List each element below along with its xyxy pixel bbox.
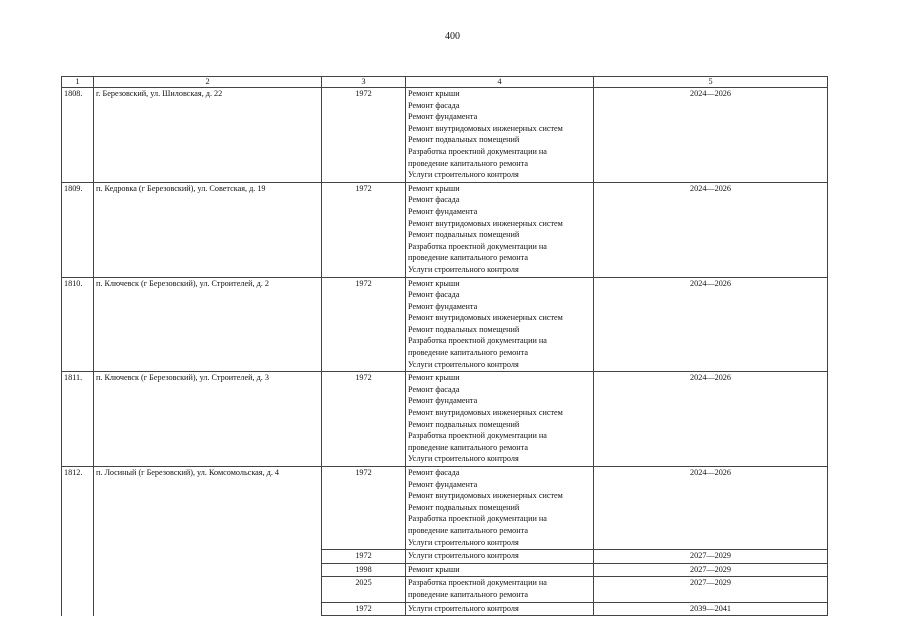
work-item: Ремонт внутридомовых инженерных систем <box>408 408 563 418</box>
work-item: Разработка проектной документации на <box>408 146 547 156</box>
row-number-empty <box>62 563 94 577</box>
table-row-continuation <box>62 563 828 577</box>
work-item: Разработка проектной документации на <box>408 241 547 251</box>
works-list <box>406 550 594 564</box>
work-item: Ремонт крыши <box>408 89 460 98</box>
work-item: Ремонт внутридомовых инженерных систем <box>408 313 563 323</box>
commission-year: 1972 <box>322 550 406 564</box>
repair-period: 2039—2041 <box>594 602 828 616</box>
table-row <box>62 88 828 183</box>
work-item: Разработка проектной документации на <box>408 514 547 524</box>
work-item: Ремонт внутридомовых инженерных систем <box>408 491 563 501</box>
work-item: Разработка проектной документации на <box>408 431 547 441</box>
address-empty <box>94 550 322 564</box>
address: п. Ключевск (г Березовский), ул. Строителей, д. 2 <box>94 277 322 372</box>
row-number: 1810. <box>62 277 94 372</box>
work-item: Ремонт фасада <box>408 290 460 300</box>
header-col-1: 1 <box>62 77 94 88</box>
address-empty <box>94 577 322 602</box>
repair-period: 2024—2026 <box>594 277 828 372</box>
work-item: Ремонт фундамента <box>408 112 478 122</box>
works-list <box>406 602 594 616</box>
work-item: Ремонт фасада <box>408 100 460 110</box>
work-item: Разработка проектной документации на <box>408 336 547 346</box>
work-item: Услуги строительного контроля <box>408 537 519 547</box>
address: п. Лосиный (г Березовский), ул. Комсомольская, д. 4 <box>94 467 322 550</box>
commission-year: 1998 <box>322 563 406 577</box>
work-item: Ремонт крыши <box>408 373 460 383</box>
works-list <box>406 563 594 577</box>
work-item: Ремонт внутридомовых инженерных систем <box>408 123 563 133</box>
header-col-4: 4 <box>406 77 594 88</box>
works-list <box>406 277 594 372</box>
work-item: Ремонт внутридомовых инженерных систем <box>408 218 563 228</box>
work-item: Ремонт крыши <box>408 564 460 574</box>
work-item: Ремонт фундамента <box>408 479 478 489</box>
work-item: Разработка проектной документации на <box>408 578 547 588</box>
work-item: проведение капитального ремонта <box>408 158 528 168</box>
work-item: проведение капитального ремонта <box>408 589 528 599</box>
work-item: проведение капитального ремонта <box>408 442 528 452</box>
commission-year: 1972 <box>322 372 406 467</box>
commission-year: 1972 <box>322 602 406 616</box>
work-item: Ремонт фасада <box>408 468 460 477</box>
work-item: Ремонт подвальных помещений <box>408 324 520 334</box>
table-row-continuation <box>62 550 828 564</box>
work-item: Услуги строительного контроля <box>408 603 519 613</box>
works-list <box>406 88 594 183</box>
table-row-continuation <box>62 577 828 602</box>
repair-period: 2027—2029 <box>594 563 828 577</box>
work-item: Ремонт фасада <box>408 195 460 205</box>
repair-period: 2024—2026 <box>594 467 828 550</box>
row-number-empty <box>62 577 94 602</box>
repair-period: 2027—2029 <box>594 550 828 564</box>
repair-period: 2024—2026 <box>594 182 828 277</box>
header-row <box>62 77 828 88</box>
capital-repair-table <box>61 76 828 616</box>
work-item: Ремонт подвальных помещений <box>408 502 520 512</box>
work-item: Услуги строительного контроля <box>408 264 519 274</box>
commission-year: 1972 <box>322 182 406 277</box>
row-number: 1809. <box>62 182 94 277</box>
works-list <box>406 372 594 467</box>
row-number-empty <box>62 602 94 616</box>
work-item: проведение капитального ремонта <box>408 348 528 358</box>
table-row <box>62 372 828 467</box>
repair-period: 2027—2029 <box>594 577 828 602</box>
work-item: Услуги строительного контроля <box>408 359 519 369</box>
work-item: Ремонт фундамента <box>408 301 478 311</box>
row-number: 1811. <box>62 372 94 467</box>
page-number: 400 <box>445 31 460 42</box>
work-item: проведение капитального ремонта <box>408 525 528 535</box>
address: п. Кедровка (г Березовский), ул. Советская, д. 19 <box>94 182 322 277</box>
work-item: Услуги строительного контроля <box>408 551 519 561</box>
repair-period: 2024—2026 <box>594 372 828 467</box>
work-item: Ремонт подвальных помещений <box>408 419 520 429</box>
works-list <box>406 182 594 277</box>
address-empty <box>94 563 322 577</box>
works-list <box>406 577 594 602</box>
work-item: Ремонт крыши <box>408 183 460 193</box>
row-number: 1808. <box>62 88 94 183</box>
row-number: 1812. <box>62 467 94 550</box>
address-empty <box>94 602 322 616</box>
works-list <box>406 467 594 550</box>
commission-year: 1972 <box>322 88 406 183</box>
commission-year: 1972 <box>322 467 406 550</box>
address: п. Ключевск (г Березовский), ул. Строителей, д. 3 <box>94 372 322 467</box>
work-item: Услуги строительного контроля <box>408 170 519 180</box>
table-row <box>62 467 828 550</box>
work-item: Ремонт фундамента <box>408 206 478 216</box>
address: г. Березовский, ул. Шиловская, д. 22 <box>94 88 322 183</box>
table-row <box>62 277 828 372</box>
commission-year: 2025 <box>322 577 406 602</box>
header-col-5: 5 <box>594 77 828 88</box>
commission-year: 1972 <box>322 277 406 372</box>
table-row <box>62 182 828 277</box>
header-col-2: 2 <box>94 77 322 88</box>
work-item: проведение капитального ремонта <box>408 253 528 263</box>
work-item: Ремонт фундамента <box>408 396 478 406</box>
work-item: Ремонт подвальных помещений <box>408 230 520 240</box>
repair-period: 2024—2026 <box>594 88 828 183</box>
work-item: Ремонт подвальных помещений <box>408 135 520 145</box>
table-row-continuation <box>62 602 828 616</box>
work-item: Ремонт крыши <box>408 278 460 288</box>
work-item: Услуги строительного контроля <box>408 454 519 464</box>
header-col-3: 3 <box>322 77 406 88</box>
row-number-empty <box>62 550 94 564</box>
table-body <box>62 77 828 616</box>
work-item: Ремонт фасада <box>408 384 460 394</box>
